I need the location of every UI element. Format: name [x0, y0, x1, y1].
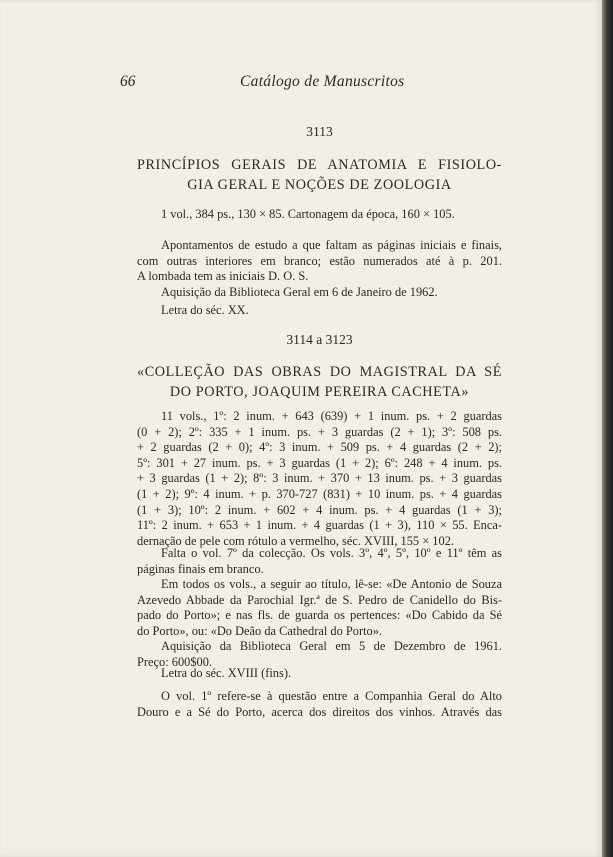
description-line: 11 vols., 1º: 2 inum. + 643 (639) + 1 inum. ps. + 2 guardas: [161, 409, 502, 423]
entry-title-line: PRINCÍPIOS GERAIS DE ANATOMIA E FISIOLO-: [137, 157, 502, 173]
description-line: (1 + 3); 10º: 2 inum. + 602 + 4 inum. ps. + 4 guardas (1 + 3);: [137, 502, 502, 517]
script-date-3114-3123: [137, 666, 502, 682]
missing-volume-line: páginas finais em branco.: [137, 561, 264, 576]
entry-description-3113: [137, 207, 502, 223]
acquisition-note: Aquisição da Biblioteca Geral em 6 de Janeiro de 1962.: [161, 284, 438, 299]
page-edge-shadow: [602, 0, 613, 857]
notes-line: com outras interiores em branco; estão numerados até à p. 201.: [137, 253, 502, 268]
title-note-line: do Porto», ou: «Do Deão da Cathedral do Porto».: [137, 623, 383, 638]
description-line: 11º: 2 inum. + 653 + 1 inum. + 4 guardas (1 + 3), 110 × 55. Enca-: [137, 518, 502, 533]
description-line: + 2 guardas (2 + 0); 4º: 3 inum. + 509 ps. + 4 guardas (2 + 2);: [137, 440, 502, 455]
entry-number-3114-3123: 3114 a 3123: [286, 332, 353, 347]
notes-line: Apontamentos de estudo a que faltam as páginas iniciais e finais,: [161, 238, 502, 252]
script-date: Letra do séc. XX.: [161, 303, 249, 317]
entry-title-line: DO PORTO, JOAQUIM PEREIRA CACHETA»: [169, 384, 470, 400]
script-date-3113: [137, 303, 502, 319]
physical-description: 1 vol., 384 ps., 130 × 85. Cartonagem da época, 160 × 105.: [161, 207, 455, 221]
missing-volume-line: Falta o vol. 7º da colecção. Os vols. 3º, 4º, 5º, 10º e 11º têm as: [161, 546, 502, 560]
entry-title-line: GIA GERAL E NOÇÕES DE ZOOLOGIA: [187, 177, 452, 193]
entry-title-3113: [137, 155, 502, 195]
description-line: + 3 guardas (1 + 2); 8º: 3 inum. + 370 + 13 inum. ps. + 3 guardas: [137, 471, 502, 486]
title-note-line: Azevedo Abbade da Parochial Igr.ª de S. Pedro de Canidello do Bis-: [137, 592, 502, 607]
acquisition-line: Preço: 600$00.: [137, 654, 213, 669]
description-line: dernação de pele com rótulo a vermelho, séc. XVIII, 155 × 102.: [137, 533, 454, 548]
content-line: O vol. 1º refere-se à questão entre a Companhia Geral do Alto: [161, 689, 502, 703]
page-number: 66: [120, 73, 136, 90]
description-line: 5º: 301 + 27 inum. ps. + 3 guardas (1 + 2); 6º: 248 + 4 inum. ps.: [137, 455, 502, 470]
content-line: Douro e a Sé do Porto, acerca dos direitos dos vinhos. Através das: [137, 704, 502, 719]
description-line: (0 + 2); 2º: 335 + 1 inum. ps. + 3 guardas (2 + 1); 3º: 508 ps.: [137, 424, 502, 439]
script-date: Letra do séc. XVIII (fins).: [161, 666, 292, 680]
entry-notes-3114-3123: [137, 546, 502, 670]
entry-title-line: «COLLEÇÃO DAS OBRAS DO MAGISTRAL DA SÉ: [137, 364, 502, 380]
acquisition-line: Aquisição da Biblioteca Geral em 5 de Dezembro de 1961.: [161, 639, 502, 653]
entry-description-3114-3123: [137, 409, 502, 549]
entry-title-3114-3123: [137, 362, 502, 402]
running-title: Catálogo de Manuscritos: [240, 73, 405, 90]
title-note-line: pado do Porto»; e nas fls. de guarda os pertences: «Do Cabido da Sé: [137, 608, 502, 622]
entry-number-3113: 3113: [306, 124, 333, 139]
entry-notes-3113: [137, 238, 502, 300]
title-note-line: Em todos os vols., a seguir ao título, lê-se: «De Antonio de Souza: [161, 577, 502, 591]
notes-line: A lombada tem as iniciais D. O. S.: [137, 269, 309, 283]
running-header: [120, 73, 502, 95]
description-line: (1 + 2); 9º: 4 inum. + p. 370-727 (831) + 10 inum. ps. + 4 guardas: [137, 486, 502, 501]
content-note-3114-3123: [137, 689, 502, 720]
